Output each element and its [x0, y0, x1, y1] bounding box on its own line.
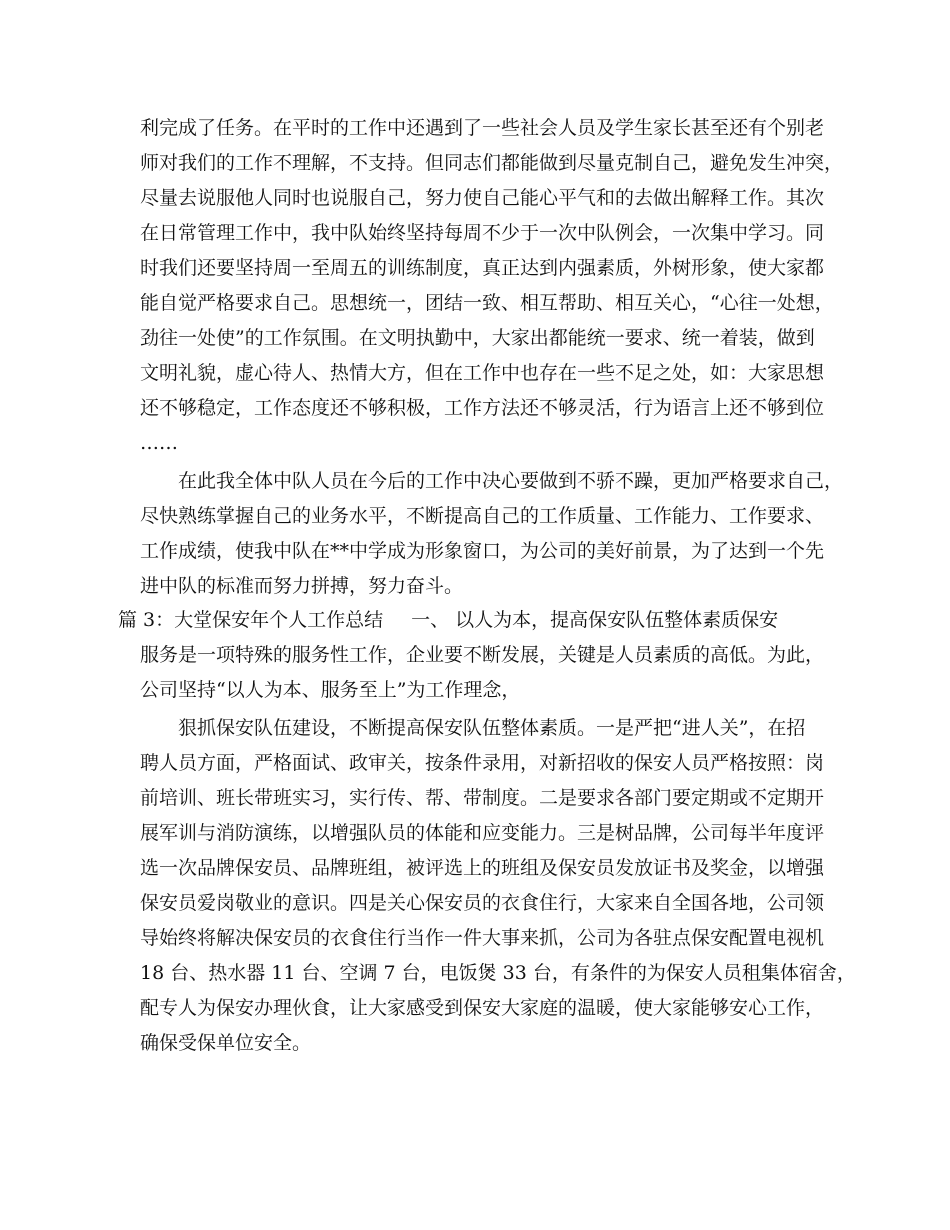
text-line: 公司坚持“以人为本、服务至上”为工作理念， — [140, 679, 521, 701]
text-line: 劲往一处使”的工作氛围。在文明执勤中，大家出都能统一要求、统一着装，做到 — [140, 327, 815, 349]
text-line: 进中队的标准而努力拼搏，努力奋斗。 — [140, 575, 464, 597]
text-line: …… — [140, 432, 178, 454]
text-line: 狠抓保安队伍建设，不断提高保安队伍整体素质。一是严把“进人关”，在招 — [178, 717, 806, 739]
text-line: 还不够稳定，工作态度还不够积极，工作方法还不够灵活，行为语言上还不够到位 — [140, 397, 825, 419]
text-line: 文明礼貌，虚心待人、热情大方，但在工作中也存在一些不足之处，如：大家思想 — [140, 362, 825, 384]
text-line: 利完成了任务。在平时的工作中还遇到了一些社会人员及学生家长甚至还有个别老 — [140, 117, 825, 139]
text-line: 尽快熟练掌握自己的业务水平，不断提高自己的工作质量、工作能力、工作要求、 — [140, 505, 825, 527]
text-line: 服务是一项特殊的服务性工作，企业要不断发展，关键是人员素质的高低。为此， — [140, 644, 825, 666]
text-line: 师对我们的工作不理解，不支持。但同志们都能做到尽量克制自己，避免发生冲突， — [140, 152, 844, 174]
text-line: 前培训、班长带班实习，实行传、帮、带制度。二是要求各部门要定期或不定期开 — [140, 787, 825, 809]
text-line: 保安员爱岗敬业的意识。四是关心保安员的衣食住行，大家来自全国各地，公司领 — [140, 892, 825, 914]
text-line: 配专人为保安办理伙食，让大家感受到保安大家庭的温暖，使大家能够安心工作， — [140, 997, 825, 1019]
text-line: 能自觉严格要求自己。思想统一，团结一致、相互帮助、相互关心，“心往一处想， — [140, 292, 834, 314]
section-3-heading-line — [118, 609, 778, 631]
section-3-title: 篇 3：大堂保安年个人工作总结 — [118, 609, 384, 631]
text-line: 在日常管理工作中，我中队始终坚持每周不少于一次中队例会，一次集中学习。同 — [140, 222, 825, 244]
text-line: 工作成绩，使我中队在**中学成为形象窗口，为公司的美好前景，为了达到一个先 — [140, 540, 825, 562]
text-line: 18 台、热水器 11 台、空调 7 台，电饭煲 33 台，有条件的为保安人员租集体宿舍， — [140, 962, 856, 984]
text-line: 聘人员方面，严格面试、政审关，按条件录用，对新招收的保安人员严格按照：岗 — [140, 752, 825, 774]
text-line: 确保受保单位安全。 — [140, 1032, 312, 1054]
text-line: 在此我全体中队人员在今后的工作中决心要做到不骄不躁，更加严格要求自己， — [178, 470, 844, 492]
text-line: 导始终将解决保安员的衣食住行当作一件大事来抓，公司为各驻点保安配置电视机 — [140, 927, 825, 949]
text-line: 选一次品牌保安员、品牌班组，被评选上的班组及保安员发放证书及奖金，以增强 — [140, 857, 825, 879]
section-3-first-line-rest: 一、 以人为本，提高保安队伍整体素质保安 — [411, 609, 779, 631]
text-line: 尽量去说服他人同时也说服自己，努力使自己能心平气和的去做出解释工作。其次 — [140, 187, 825, 209]
text-line: 展军训与消防演练，以增强队员的体能和应变能力。三是树品牌，公司每半年度评 — [140, 822, 825, 844]
text-line: 时我们还要坚持周一至周五的训练制度，真正达到内强素质，外树形象，使大家都 — [140, 257, 825, 279]
